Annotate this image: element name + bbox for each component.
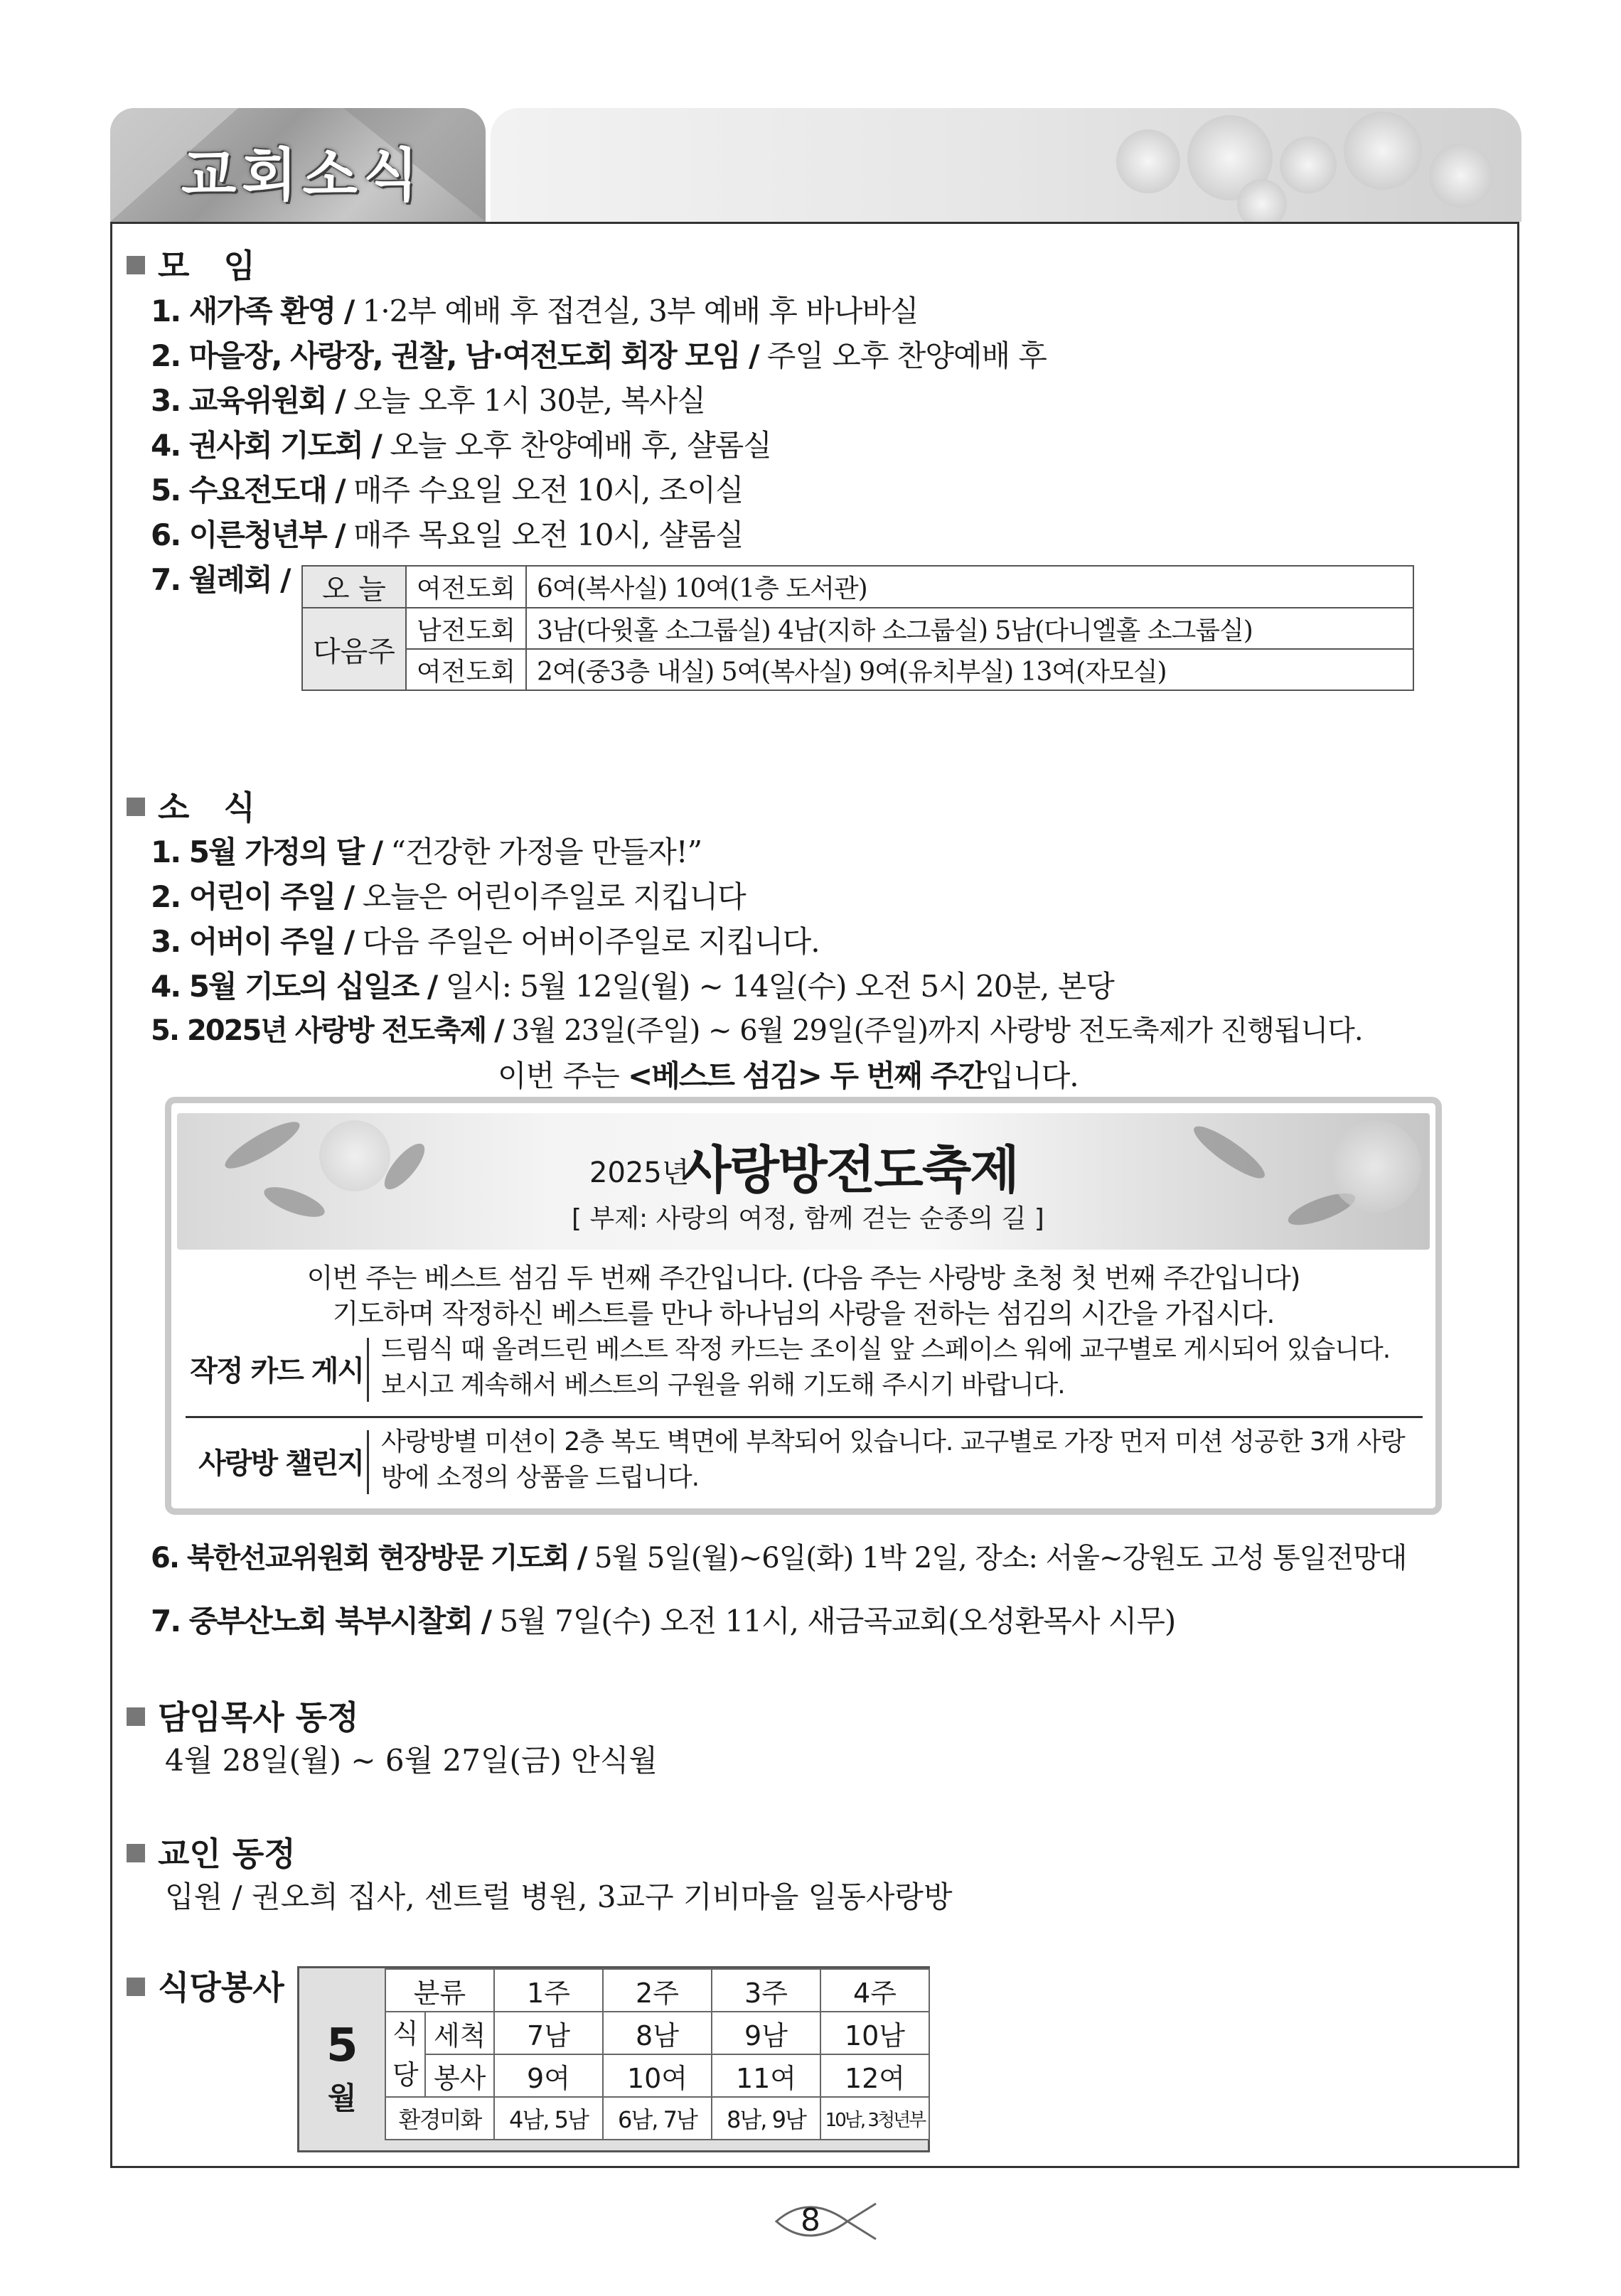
festival-line: 이번 주는 베스트 섬김 두 번째 주간입니다. (다음 주는 사랑방 초청 첫 번째 주간입니다) <box>306 1262 1300 1294</box>
dining-month-number: 5 <box>326 2019 358 2072</box>
dining-header: 2주 <box>603 1969 712 2012</box>
dining-header: 3주 <box>712 1969 820 2012</box>
news-item: 7. 중부산노회 북부시찰회 / 5월 7일(수) 오전 11시, 새금곡교회(오성환목사 시무) <box>151 1604 1176 1638</box>
members-text: 입원 / 권오희 집사, 센트럴 병원, 3교구 기비마을 일동사랑방 <box>165 1879 953 1914</box>
dining-cell: 10남 <box>820 2012 929 2054</box>
dining-cell: 8남, 9남 <box>712 2097 820 2140</box>
dining-cell: 7남 <box>494 2012 603 2054</box>
news-item: 1. 5월 가정의 달 / “건강한 가정을 만들자!” <box>151 835 702 869</box>
group-name: 여전도회 <box>406 649 526 690</box>
dining-cell: 8남 <box>603 2012 712 2054</box>
pastor-text: 4월 28일(월) ~ 6월 27일(금) 안식월 <box>165 1743 658 1778</box>
news-item: 6. 북한선교위원회 현장방문 기도회 / 5월 5일(월)~6일(화) 1박 2일, 장소: 서울~강원도 고성 통일전망대 <box>151 1542 1407 1575</box>
festival-row-label: 사랑방 챌린지 <box>198 1447 363 1480</box>
meeting-item: 1. 새가족 환영 / 1·2부 예배 후 접견실, 3부 예배 후 바나바실 <box>151 294 919 328</box>
news-heading: 소 식 <box>127 782 255 829</box>
divider <box>367 1430 369 1494</box>
dining-cell: 11여 <box>712 2054 820 2097</box>
dining-cell: 4남, 5남 <box>494 2097 603 2140</box>
group-detail: 6여(복사실) 10여(1층 도서관) <box>526 566 1413 608</box>
dining-cell: 6남, 7남 <box>603 2097 712 2140</box>
group-detail: 2여(중3층 내실) 5여(복사실) 9여(유치부실) 13여(자모실) <box>526 649 1413 690</box>
news-item: 2. 어린이 주일 / 오늘은 어린이주일로 지킵니다 <box>151 879 746 914</box>
dining-cell: 9남 <box>712 2012 820 2054</box>
section-title-tab <box>110 108 486 222</box>
monthly-meeting-table <box>301 565 1414 691</box>
dining-cell: 10남, 3청년부 <box>820 2097 929 2140</box>
page-number: 8 <box>801 2202 820 2238</box>
next-week-label: 다음주 <box>302 608 406 690</box>
divider <box>367 1338 369 1402</box>
festival-banner <box>177 1113 1430 1250</box>
dining-month-unit: 월 <box>328 2081 357 2115</box>
festival-title: 사랑방전도축제 <box>682 1140 1018 1200</box>
meeting-item: 4. 권사회 기도회 / 오늘 오후 찬양예배 후, 샬롬실 <box>151 428 771 463</box>
dining-group-label: 식 당 <box>385 2012 425 2097</box>
page-number-badge <box>769 2196 883 2246</box>
dining-cell: 12여 <box>820 2054 929 2097</box>
dining-row-name: 환경미화 <box>385 2097 494 2140</box>
news-item-continuation: 이번 주는 <베스트 섬김> 두 번째 주간입니다. <box>498 1058 1079 1093</box>
meeting-item: 5. 수요전도대 / 매주 수요일 오전 10시, 조이실 <box>151 473 744 508</box>
pastor-heading: 담임목사 동정 <box>127 1692 359 1739</box>
group-name: 남전도회 <box>406 608 526 649</box>
dining-table <box>385 1968 930 2140</box>
members-heading: 교인 동정 <box>127 1828 296 1875</box>
dining-row-name: 세척 <box>425 2012 494 2054</box>
festival-year: 2025년 <box>589 1157 690 1189</box>
header-flower-banner <box>491 108 1521 222</box>
dining-cell: 10여 <box>603 2054 712 2097</box>
news-item: 5. 2025년 사랑방 전도축제 / 3월 23일(주일) ~ 6월 29일(주일)까지 사랑방 전도축제가 진행됩니다. <box>151 1014 1363 1047</box>
dining-schedule <box>297 1966 930 2152</box>
festival-row-text: 사랑방별 미션이 2층 복도 벽면에 부착되어 있습니다. 교구별로 가장 먼저 미션 성공한 3개 사랑방에 소정의 상품을 드립니다. <box>381 1427 1405 1492</box>
dining-row-name: 봉사 <box>425 2054 494 2097</box>
meeting-item: 2. 마을장, 사랑장, 권찰, 남·여전도회 회장 모임 / 주일 오후 찬양예배 후 <box>151 338 1047 373</box>
festival-line: 기도하며 작정하신 베스트를 만나 하나님의 사랑을 전하는 섬김의 시간을 가집시다. <box>332 1298 1275 1329</box>
meeting-item: 7. 월례회 / <box>151 562 290 597</box>
dining-header: 1주 <box>494 1969 603 2012</box>
festival-row-text: 드림식 때 올려드린 베스트 작정 카드는 조이실 앞 스페이스 워에 교구별로 게시되어 있습니다. 보시고 계속해서 베스트의 구원을 위해 기도해 주시기 바랍니다. <box>381 1335 1391 1400</box>
group-name: 여전도회 <box>406 566 526 608</box>
news-item: 3. 어버이 주일 / 다음 주일은 어버이주일로 지킵니다. <box>151 924 820 959</box>
meeting-item: 6. 이른청년부 / 매주 목요일 오전 10시, 샬롬실 <box>151 517 744 552</box>
section-title: 교회소식 <box>181 142 424 208</box>
dining-cell: 9여 <box>494 2054 603 2097</box>
dining-heading: 식당봉사 <box>127 1962 284 2009</box>
festival-box <box>165 1097 1442 1515</box>
today-label: 오 늘 <box>302 566 406 608</box>
group-detail: 3남(다윗홀 소그룹실) 4남(지하 소그룹실) 5남(다니엘홀 소그룹실) <box>526 608 1413 649</box>
fish-icon <box>769 2196 883 2246</box>
dining-header: 분류 <box>385 1969 494 2012</box>
dining-header: 4주 <box>820 1969 929 2012</box>
news-item: 4. 5월 기도의 십일조 / 일시: 5월 12일(월) ~ 14일(수) 오전 5시 20분, 본당 <box>151 969 1114 1004</box>
meeting-item: 3. 교육위원회 / 오늘 오후 1시 30분, 복사실 <box>151 383 706 418</box>
meeting-heading: 모 임 <box>127 240 255 287</box>
divider <box>186 1416 1423 1418</box>
festival-row-label: 작정 카드 게시 <box>190 1355 363 1388</box>
festival-subtitle: [ 부제: 사랑의 여정, 함께 걷는 순종의 길 ] <box>572 1204 1044 1233</box>
